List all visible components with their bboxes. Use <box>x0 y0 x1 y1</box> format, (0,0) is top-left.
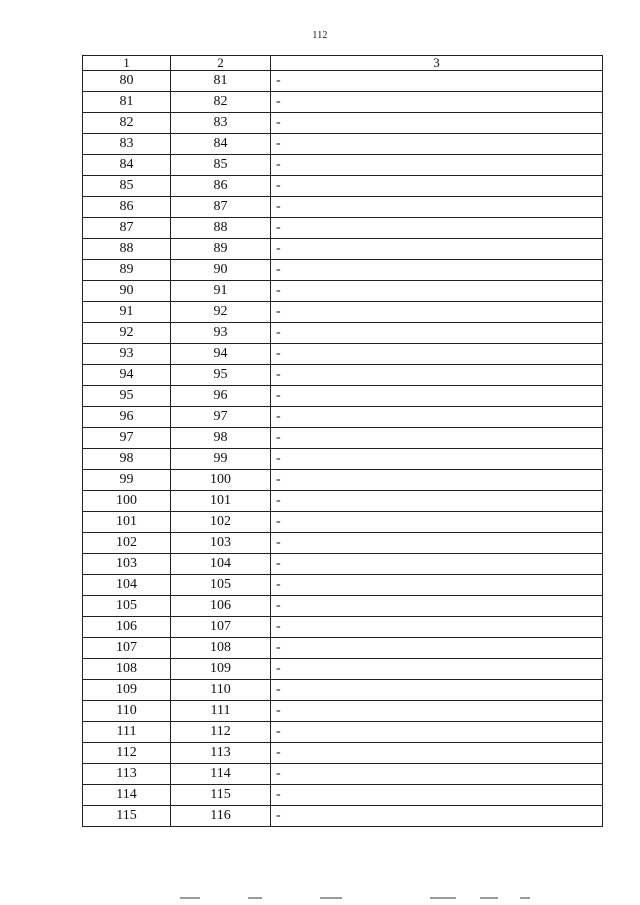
table-row <box>83 134 603 155</box>
table-cell-col-1: 81 <box>83 92 171 113</box>
table-row <box>83 554 603 575</box>
table-cell-col-2: 106 <box>171 596 271 617</box>
table-cell-col-2: 99 <box>171 449 271 470</box>
table-cell-col-3: - <box>271 92 603 113</box>
table-cell-col-3: - <box>271 638 603 659</box>
table-cell-col-3: - <box>271 659 603 680</box>
table-row <box>83 281 603 302</box>
table-row <box>83 722 603 743</box>
table-cell-col-1: 99 <box>83 470 171 491</box>
table-cell-col-3: - <box>271 218 603 239</box>
table-cell-col-3: - <box>271 701 603 722</box>
table-row <box>83 617 603 638</box>
table-cell-col-3: - <box>271 449 603 470</box>
table-cell-col-1: 114 <box>83 785 171 806</box>
table-cell-col-2: 95 <box>171 365 271 386</box>
data-table <box>82 55 603 827</box>
table-cell-col-1: 91 <box>83 302 171 323</box>
table-row <box>83 407 603 428</box>
table-cell-col-3: - <box>271 764 603 785</box>
table-cell-col-3: - <box>271 596 603 617</box>
table-cell-col-2: 88 <box>171 218 271 239</box>
table-cell-col-1: 101 <box>83 512 171 533</box>
table-cell-col-2: 90 <box>171 260 271 281</box>
table-row <box>83 806 603 827</box>
table-cell-col-2: 111 <box>171 701 271 722</box>
table-row <box>83 155 603 176</box>
table-cell-col-3: - <box>271 302 603 323</box>
table-cell-col-1: 83 <box>83 134 171 155</box>
table-cell-col-3: - <box>271 554 603 575</box>
table-cell-col-2: 105 <box>171 575 271 596</box>
table-cell-col-2: 108 <box>171 638 271 659</box>
table-cell-col-3: - <box>271 407 603 428</box>
table-cell-col-1: 94 <box>83 365 171 386</box>
table-cell-col-1: 84 <box>83 155 171 176</box>
table-row <box>83 260 603 281</box>
table-cell-col-3: - <box>271 344 603 365</box>
table-cell-col-1: 112 <box>83 743 171 764</box>
table-cell-col-1: 113 <box>83 764 171 785</box>
table-cell-col-3: - <box>271 281 603 302</box>
table-row <box>83 302 603 323</box>
page-number: 112 <box>312 30 328 41</box>
table-row <box>83 71 603 92</box>
table-cell-col-2: 115 <box>171 785 271 806</box>
table-row <box>83 239 603 260</box>
table-cell-col-2: 85 <box>171 155 271 176</box>
table-row <box>83 365 603 386</box>
table-row <box>83 659 603 680</box>
table-cell-col-1: 88 <box>83 239 171 260</box>
table-row <box>83 428 603 449</box>
table-cell-col-3: - <box>271 71 603 92</box>
table-cell-col-2: 103 <box>171 533 271 554</box>
table-cell-col-3: - <box>271 722 603 743</box>
table-row <box>83 533 603 554</box>
table-row <box>83 512 603 533</box>
table-row <box>83 575 603 596</box>
table-cell-col-1: 98 <box>83 449 171 470</box>
table-cell-col-3: - <box>271 155 603 176</box>
table-cell-col-1: 85 <box>83 176 171 197</box>
table-body <box>83 71 603 827</box>
footer-scan-artifact <box>180 897 560 901</box>
table-cell-col-1: 89 <box>83 260 171 281</box>
table-cell-col-3: - <box>271 239 603 260</box>
table-cell-col-1: 110 <box>83 701 171 722</box>
table-cell-col-3: - <box>271 743 603 764</box>
table-row <box>83 638 603 659</box>
table-cell-col-2: 104 <box>171 554 271 575</box>
table-cell-col-3: - <box>271 617 603 638</box>
table-row <box>83 113 603 134</box>
table-cell-col-1: 105 <box>83 596 171 617</box>
table-cell-col-2: 84 <box>171 134 271 155</box>
table-cell-col-1: 106 <box>83 617 171 638</box>
table-cell-col-2: 97 <box>171 407 271 428</box>
table-cell-col-1: 111 <box>83 722 171 743</box>
table-cell-col-1: 115 <box>83 806 171 827</box>
table-row <box>83 197 603 218</box>
table-cell-col-2: 100 <box>171 470 271 491</box>
table-row <box>83 764 603 785</box>
table-cell-col-2: 107 <box>171 617 271 638</box>
table-cell-col-2: 93 <box>171 323 271 344</box>
table-cell-col-2: 102 <box>171 512 271 533</box>
table-cell-col-1: 100 <box>83 491 171 512</box>
table-cell-col-2: 91 <box>171 281 271 302</box>
table-cell-col-1: 82 <box>83 113 171 134</box>
table-cell-col-2: 116 <box>171 806 271 827</box>
table-cell-col-2: 101 <box>171 491 271 512</box>
table-cell-col-2: 87 <box>171 197 271 218</box>
table-cell-col-1: 87 <box>83 218 171 239</box>
table-cell-col-1: 107 <box>83 638 171 659</box>
table-cell-col-3: - <box>271 806 603 827</box>
table-cell-col-2: 94 <box>171 344 271 365</box>
table-cell-col-3: - <box>271 113 603 134</box>
table-row <box>83 785 603 806</box>
table-cell-col-2: 86 <box>171 176 271 197</box>
table-row <box>83 449 603 470</box>
table-row <box>83 470 603 491</box>
table-cell-col-3: - <box>271 197 603 218</box>
table-row <box>83 701 603 722</box>
table-cell-col-2: 96 <box>171 386 271 407</box>
table-row <box>83 386 603 407</box>
table-cell-col-3: - <box>271 260 603 281</box>
table-cell-col-3: - <box>271 491 603 512</box>
table-cell-col-3: - <box>271 386 603 407</box>
table-cell-col-3: - <box>271 512 603 533</box>
table-cell-col-1: 108 <box>83 659 171 680</box>
table-cell-col-3: - <box>271 470 603 491</box>
table-cell-col-2: 82 <box>171 92 271 113</box>
table-cell-col-2: 89 <box>171 239 271 260</box>
table-cell-col-1: 104 <box>83 575 171 596</box>
table-cell-col-2: 83 <box>171 113 271 134</box>
column-header-2: 2 <box>171 56 271 71</box>
table-cell-col-2: 114 <box>171 764 271 785</box>
table-cell-col-1: 96 <box>83 407 171 428</box>
table-cell-col-3: - <box>271 176 603 197</box>
table-cell-col-2: 109 <box>171 659 271 680</box>
table-row <box>83 680 603 701</box>
table-cell-col-2: 98 <box>171 428 271 449</box>
column-header-1: 1 <box>83 56 171 71</box>
table-cell-col-2: 112 <box>171 722 271 743</box>
table-cell-col-1: 103 <box>83 554 171 575</box>
table-cell-col-3: - <box>271 134 603 155</box>
table-cell-col-3: - <box>271 365 603 386</box>
table-cell-col-1: 86 <box>83 197 171 218</box>
table-cell-col-1: 90 <box>83 281 171 302</box>
table-cell-col-3: - <box>271 680 603 701</box>
table-cell-col-3: - <box>271 785 603 806</box>
table-cell-col-1: 93 <box>83 344 171 365</box>
table-row <box>83 176 603 197</box>
table-cell-col-1: 102 <box>83 533 171 554</box>
table-cell-col-1: 109 <box>83 680 171 701</box>
header-row <box>83 56 603 71</box>
table-row <box>83 596 603 617</box>
table-cell-col-3: - <box>271 323 603 344</box>
table-cell-col-2: 81 <box>171 71 271 92</box>
table-cell-col-1: 95 <box>83 386 171 407</box>
table-cell-col-1: 97 <box>83 428 171 449</box>
table-cell-col-3: - <box>271 533 603 554</box>
table-row <box>83 218 603 239</box>
table-cell-col-1: 80 <box>83 71 171 92</box>
table-cell-col-2: 92 <box>171 302 271 323</box>
table-row <box>83 743 603 764</box>
table-header <box>83 56 603 71</box>
table-row <box>83 491 603 512</box>
table-row <box>83 344 603 365</box>
table-cell-col-3: - <box>271 428 603 449</box>
table-cell-col-1: 92 <box>83 323 171 344</box>
column-header-3: 3 <box>271 56 603 71</box>
table-cell-col-3: - <box>271 575 603 596</box>
table-row <box>83 323 603 344</box>
table-row <box>83 92 603 113</box>
table-cell-col-2: 110 <box>171 680 271 701</box>
table-cell-col-2: 113 <box>171 743 271 764</box>
